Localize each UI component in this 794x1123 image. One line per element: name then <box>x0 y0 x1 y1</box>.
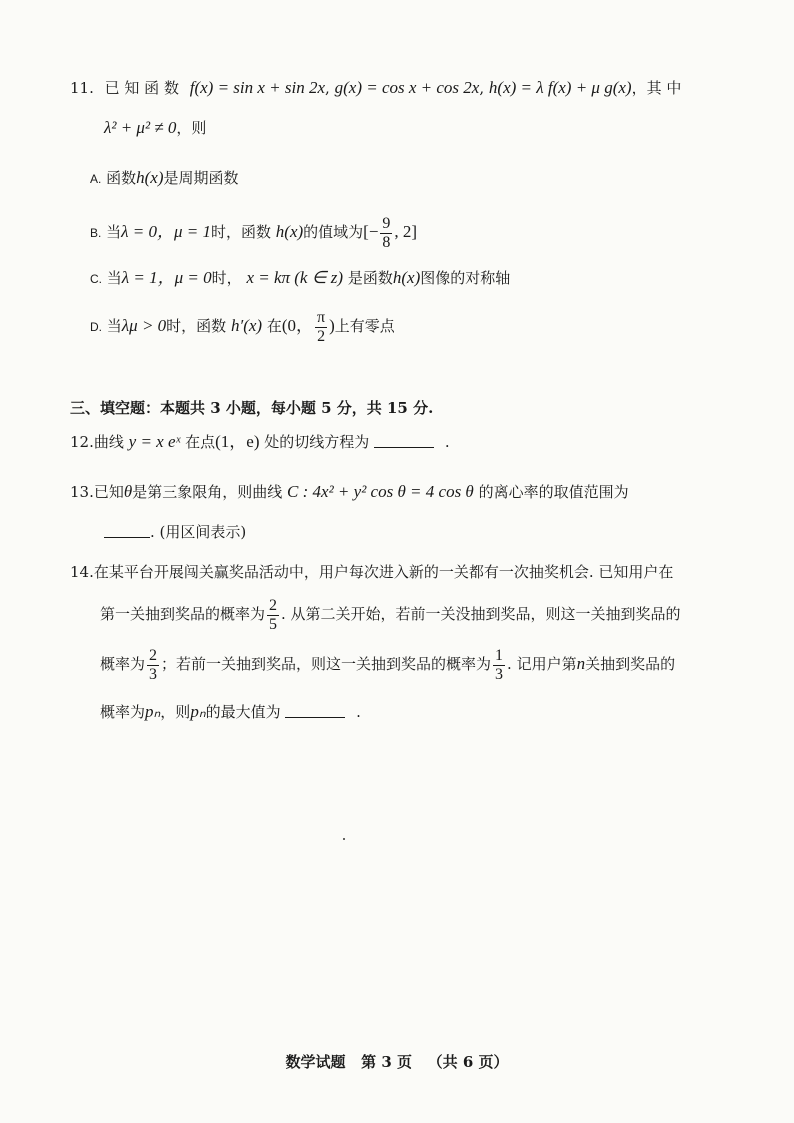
q11-line1 <box>70 78 681 98</box>
q11-option-c <box>90 268 510 289</box>
q14-text: . 从第二关开始，若前一关没抽到奖品，则这一关抽到奖品的 <box>281 605 681 623</box>
section-heading: 三、填空题：本题共 3 小题，每小题 5 分，共 15 分. <box>70 399 434 417</box>
q13-note: . (用区间表示) <box>150 523 247 541</box>
fraction-numerator: 2 <box>149 646 158 664</box>
q14-line3 <box>100 642 675 686</box>
q11-tail: ，其 中 <box>631 79 682 97</box>
q14-pn: pₙ <box>145 702 161 721</box>
option-text: 当 <box>106 269 122 287</box>
q12 <box>70 432 450 452</box>
option-text: 在 <box>266 317 282 335</box>
fraction <box>147 647 159 684</box>
option-expr: h(x) <box>275 222 304 241</box>
q14-pn: pₙ <box>190 702 206 721</box>
q14-line1 <box>70 562 673 582</box>
q14-text: ，则 <box>160 703 191 721</box>
q13-line1 <box>70 482 629 502</box>
q13-text: 是第三象限角，则曲线 <box>132 483 283 501</box>
option-text: 当 <box>106 223 122 241</box>
fraction-denominator: 2 <box>317 327 326 345</box>
option-params: λμ > 0 <box>121 316 167 335</box>
q11-sep2: , <box>479 79 485 97</box>
q14-text: 关抽到奖品的 <box>585 655 676 673</box>
option-params: λ = 0，μ = 1 <box>121 222 211 241</box>
q12-number: 12. <box>70 433 94 451</box>
fraction-denominator: 8 <box>382 233 391 251</box>
q12-text: 处的切线方程为 <box>264 433 370 451</box>
q11-condition: λ² + μ² ≠ 0 <box>104 118 177 137</box>
option-expr: h(x) <box>392 268 421 287</box>
q14-text: 概率为 <box>100 703 146 721</box>
q11-intro: 已 知 函 数 <box>104 79 179 97</box>
fraction-denominator: 3 <box>495 665 504 683</box>
q13-theta: θ <box>123 482 133 501</box>
q11-number: 11. <box>70 79 94 97</box>
q13-text: 已知 <box>93 483 124 501</box>
q12-text: 曲线 <box>93 433 124 451</box>
option-text: 时，函数 <box>166 317 227 335</box>
option-params: λ = 1，μ = 0 <box>121 268 212 287</box>
fraction <box>267 597 279 634</box>
interval-open: (0， <box>281 316 314 335</box>
option-text: 是周期函数 <box>163 169 239 187</box>
fraction-numerator: 2 <box>269 596 278 614</box>
fraction-numerator: 1 <box>495 646 504 664</box>
range-close: , 2] <box>394 222 418 241</box>
q13-text: 的离心率的取值范围为 <box>478 483 629 501</box>
q11-line2 <box>104 118 206 138</box>
option-text: 时， <box>211 269 242 287</box>
q14-text: 第一关抽到奖品的概率为 <box>100 605 266 623</box>
q11-option-b <box>90 210 417 254</box>
fraction-numerator: π <box>317 308 326 326</box>
answer-blank[interactable] <box>104 523 150 538</box>
q14-text: 在某平台开展闯关赢奖品活动中，用户每次进入新的一关都有一次抽奖机会. 已知用户在 <box>93 563 674 581</box>
q14-text: 概率为 <box>100 655 146 673</box>
q14-end: . <box>356 703 361 721</box>
option-text: 当 <box>106 317 122 335</box>
option-text: 函数 <box>106 169 137 187</box>
q11-sep1: , <box>325 79 330 97</box>
fraction <box>493 647 505 684</box>
q11-f-def: f(x) = sin x + sin 2x <box>189 78 326 97</box>
q13-number: 13. <box>70 483 94 501</box>
fraction <box>380 215 392 252</box>
option-expr: h′(x) <box>230 316 263 335</box>
fraction <box>315 309 327 346</box>
q14-text: ；若前一关抽到奖品，则这一关抽到奖品的概率为 <box>161 655 492 673</box>
q14-n: n <box>576 654 586 673</box>
option-letter: D. <box>90 320 102 334</box>
q11-h-def: h(x) = λ f(x) + μ g(x) <box>488 78 632 97</box>
q12-end: . <box>444 433 450 451</box>
q11-option-a <box>90 168 239 189</box>
option-letter: C. <box>90 272 102 286</box>
q14-line4 <box>100 702 361 722</box>
option-text: 图像的对称轴 <box>420 269 511 287</box>
q14-text: . 记用户第 <box>507 655 577 673</box>
answer-blank[interactable] <box>374 433 434 448</box>
fraction-numerator: 9 <box>382 214 391 232</box>
q14-text: 的最大值为 <box>205 703 281 721</box>
q12-expr: y = x eˣ <box>128 432 181 451</box>
q12-text: 在点 <box>185 433 216 451</box>
option-text: 是函数 <box>347 269 393 287</box>
option-expr: h(x) <box>136 168 164 187</box>
range-open: [− <box>363 222 379 241</box>
option-letter: B. <box>90 226 102 240</box>
q11-option-d <box>90 304 395 348</box>
q12-point: (1，e) <box>215 432 260 451</box>
q14-line2 <box>100 592 681 636</box>
q13-curve: C : 4x² + y² cos θ = 4 cos θ <box>287 482 474 501</box>
q14-number: 14. <box>70 563 94 581</box>
option-expr: x = kπ (k ∈ z) <box>246 268 344 287</box>
q11-g-def: g(x) = cos x + cos 2x <box>334 78 480 97</box>
option-letter: A. <box>90 172 102 186</box>
q13-line2 <box>104 522 246 542</box>
fraction-denominator: 3 <box>149 665 158 683</box>
fraction-denominator: 5 <box>269 615 278 633</box>
interval-close: ) <box>329 316 335 335</box>
scan-speck <box>343 838 345 840</box>
q11-cond-tail: ，则 <box>176 119 207 137</box>
page-footer: 数学试题 第 3 页 （共 6 页） <box>285 1053 509 1071</box>
option-text: 的值域为 <box>303 223 364 241</box>
answer-blank[interactable] <box>285 703 345 718</box>
option-text: 时，函数 <box>210 223 271 241</box>
option-text: 上有零点 <box>334 317 395 335</box>
